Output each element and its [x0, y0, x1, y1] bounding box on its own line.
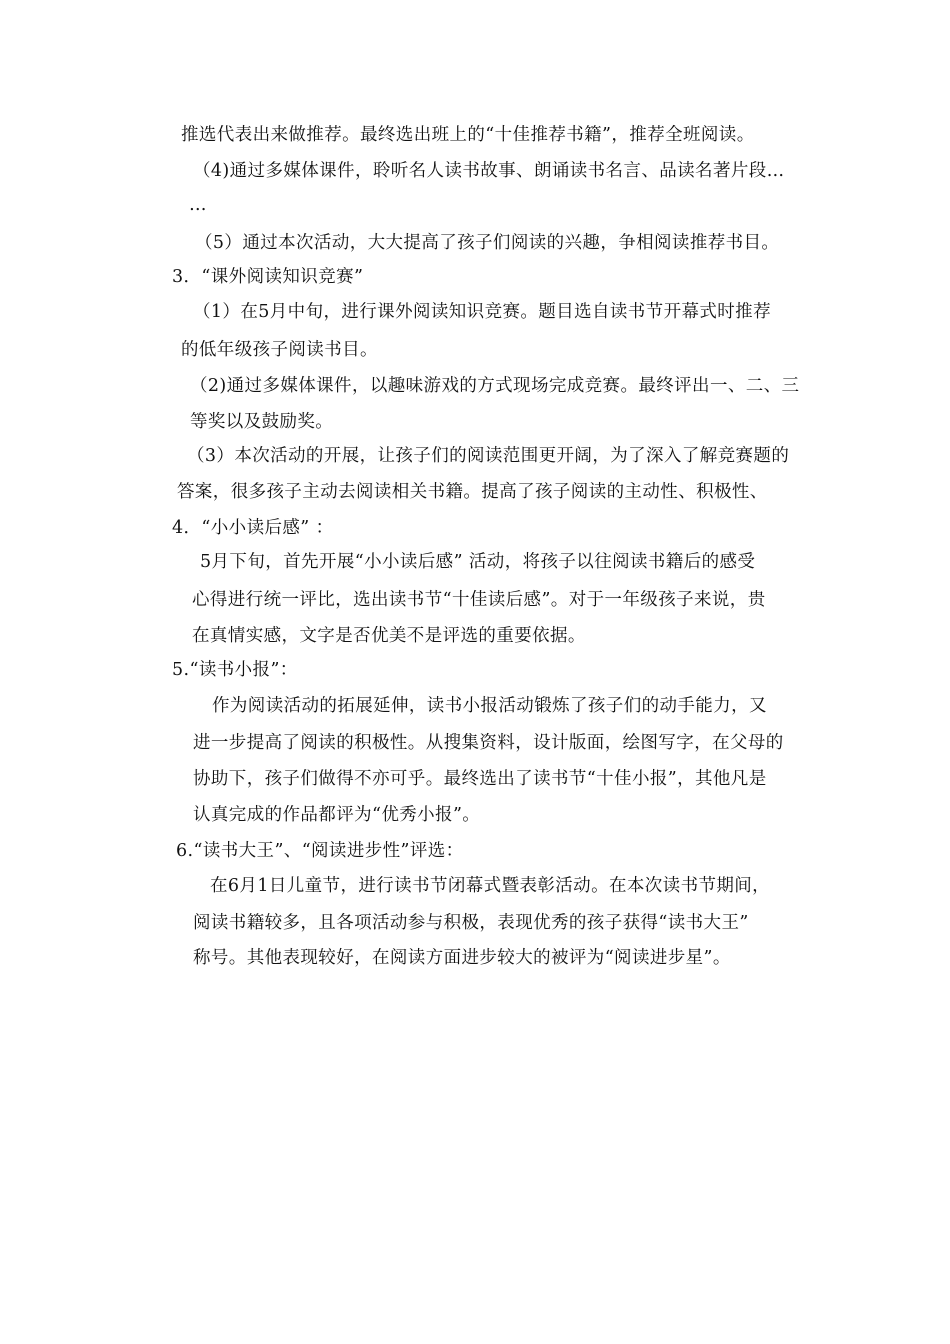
section-heading: 3．“课外阅读知识竞赛”	[172, 267, 364, 287]
text-line: （1）在5月中旬，进行课外阅读知识竞赛。题目选自读书节开幕式时推荐	[193, 302, 771, 322]
text-line: 进一步提高了阅读的积极性。从搜集资料，设计版面，绘图写字，在父母的	[193, 733, 784, 753]
text-line: （3）本次活动的开展，让孩子们的阅读范围更开阔，为了深入了解竞赛题的	[187, 446, 790, 466]
text-line: 阅读书籍较多，且各项活动参与积极，表现优秀的孩子获得“读书大王”	[193, 913, 749, 933]
text-line: （2)通过多媒体课件，以趣味游戏的方式现场完成竞赛。最终评出一、二、三	[190, 376, 800, 396]
text-line: 心得进行统一评比，选出读书节“十佳读后感”。对于一年级孩子来说，贵	[192, 590, 766, 610]
text-line: （5）通过本次活动，大大提高了孩子们阅读的兴趣，争相阅读推荐书目。	[195, 233, 780, 253]
text-line: 推选代表出来做推荐。最终选出班上的“十佳推荐书籍”，推荐全班阅读。	[181, 125, 755, 145]
text-line: 5月下旬，首先开展“小小读后感” 活动，将孩子以往阅读书籍后的感受	[200, 552, 756, 572]
text-line: 的低年级孩子阅读书目。	[181, 340, 378, 360]
text-line: 在真情实感，文字是否优美不是评选的重要依据。	[192, 626, 586, 646]
text-line: 答案，很多孩子主动去阅读相关书籍。提高了孩子阅读的主动性、积极性、	[177, 482, 768, 502]
text-line: 认真完成的作品都评为“优秀小报”。	[193, 805, 481, 825]
section-heading: 5.“读书小报”：	[172, 660, 298, 680]
section-heading: 6.“读书大王”、“阅读进步性”评选：	[176, 841, 464, 861]
text-line: （4)通过多媒体课件，聆听名人读书故事、朗诵读书名言、品读名著片段…	[193, 161, 785, 181]
text-line: 协助下，孩子们做得不亦可乎。最终选出了读书节“十佳小报”，其他凡是	[193, 769, 767, 789]
text-line: …	[189, 195, 207, 215]
text-line: 在6月1日儿童节，进行读书节闭幕式暨表彰活动。在本次读书节期间，	[210, 876, 771, 896]
text-line: 称号。其他表现较好，在阅读方面进步较大的被评为“阅读进步星”。	[193, 948, 731, 968]
text-line: 作为阅读活动的拓展延伸，读书小报活动锻炼了孩子们的动手能力，又	[212, 696, 767, 716]
section-heading: 4．“小小读后感” ：	[172, 518, 334, 538]
text-line: 等奖以及鼓励奖。	[190, 412, 334, 432]
